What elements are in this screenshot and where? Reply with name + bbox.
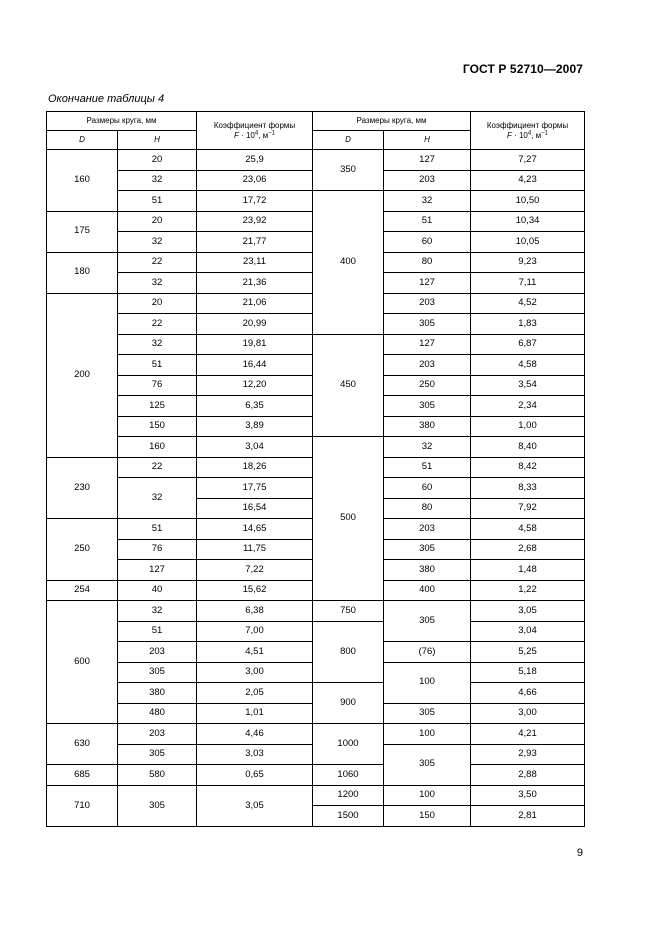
left-H: 127: [118, 560, 197, 581]
right-coef: 1,48: [471, 560, 585, 581]
right-H: 305: [384, 601, 471, 642]
table-row: [47, 150, 585, 171]
left-D: 685: [47, 765, 118, 786]
left-coef: 21,77: [197, 232, 313, 253]
left-H: 22: [118, 252, 197, 273]
left-H: 203: [118, 724, 197, 745]
left-D: 230: [47, 457, 118, 519]
right-coef: 2,34: [471, 396, 585, 417]
right-D: 1200: [313, 785, 384, 806]
left-coef: 3,04: [197, 437, 313, 458]
left-H: 32: [118, 170, 197, 191]
right-coef: 8,40: [471, 437, 585, 458]
left-coef: 25,9: [197, 150, 313, 171]
coef-header-unit: , м: [531, 130, 542, 140]
right-coef: 5,18: [471, 662, 585, 683]
left-H: 32: [118, 334, 197, 355]
right-coef: 3,05: [471, 601, 585, 622]
left-H: 32: [118, 273, 197, 294]
col-D-left: D: [47, 131, 118, 150]
right-H: 380: [384, 416, 471, 437]
left-coef: 2,05: [197, 683, 313, 704]
right-D: 1500: [313, 806, 384, 827]
right-H: 60: [384, 232, 471, 253]
left-H: 203: [118, 642, 197, 663]
col-H-left: H: [118, 131, 197, 150]
right-coef: 4,21: [471, 724, 585, 745]
right-H: 100: [384, 662, 471, 703]
left-coef: 0,65: [197, 765, 313, 786]
left-coef: 21,36: [197, 273, 313, 294]
right-H: 305: [384, 314, 471, 335]
coef-header-F: F: [506, 130, 512, 140]
right-H: 305: [384, 744, 471, 785]
left-H: 51: [118, 621, 197, 642]
right-coef: 8,33: [471, 478, 585, 499]
sizes-header-right: Размеры круга, мм: [313, 112, 471, 131]
table-row: [47, 601, 585, 622]
right-coef: 2,93: [471, 744, 585, 765]
right-coef: 1,00: [471, 416, 585, 437]
table-caption: Окончание таблицы 4: [48, 93, 165, 105]
right-coef: 2,68: [471, 539, 585, 560]
right-H: 127: [384, 150, 471, 171]
table-row: [47, 765, 585, 786]
left-coef: 4,51: [197, 642, 313, 663]
left-H: 150: [118, 416, 197, 437]
right-H: 60: [384, 478, 471, 499]
col-D-right: D: [313, 131, 384, 150]
left-H: 20: [118, 150, 197, 171]
right-H: (76): [384, 642, 471, 663]
coef-header-dot: · 10: [511, 130, 528, 140]
table-row: [47, 683, 585, 704]
coef-header-line1: Коэффициент формы: [486, 120, 569, 130]
left-coef: 16,44: [197, 355, 313, 376]
right-H: 32: [384, 191, 471, 212]
table-row: [47, 724, 585, 745]
left-D: 710: [47, 785, 118, 827]
right-H: 305: [384, 539, 471, 560]
right-H: 80: [384, 252, 471, 273]
table-row: [47, 334, 585, 355]
left-coef: 14,65: [197, 519, 313, 540]
left-H: 40: [118, 580, 197, 601]
table-row: [47, 437, 585, 458]
table-row: [47, 191, 585, 212]
left-D: 160: [47, 150, 118, 212]
right-coef: 3,04: [471, 621, 585, 642]
right-H: 100: [384, 724, 471, 745]
left-coef: 3,00: [197, 662, 313, 683]
right-H: 51: [384, 211, 471, 232]
left-H: 125: [118, 396, 197, 417]
right-H: 203: [384, 519, 471, 540]
right-coef: 4,58: [471, 355, 585, 376]
left-coef: 6,35: [197, 396, 313, 417]
right-H: 305: [384, 396, 471, 417]
page-number: 9: [576, 847, 583, 859]
left-H: 160: [118, 437, 197, 458]
right-H: 100: [384, 785, 471, 806]
right-coef: 5,25: [471, 642, 585, 663]
right-D: 450: [313, 334, 384, 437]
right-coef: 4,23: [471, 170, 585, 191]
left-D: 600: [47, 601, 118, 724]
coef-header-line1: Коэффициент формы: [213, 120, 296, 130]
coef-header-exp: 4: [254, 129, 259, 136]
left-coef: 21,06: [197, 293, 313, 314]
left-D: 630: [47, 724, 118, 765]
coef-header-left: [197, 112, 313, 150]
left-H: 305: [118, 744, 197, 765]
shape-coefficient-table: [46, 111, 585, 827]
right-H: 380: [384, 560, 471, 581]
left-H: 22: [118, 457, 197, 478]
left-H: 580: [118, 765, 197, 786]
left-coef: 20,99: [197, 314, 313, 335]
right-coef: 9,23: [471, 252, 585, 273]
left-H: 20: [118, 211, 197, 232]
coef-header-right: [471, 112, 585, 150]
left-H: 51: [118, 191, 197, 212]
coef-header-F: F: [233, 130, 239, 140]
right-D: 750: [313, 601, 384, 622]
left-coef: 11,75: [197, 539, 313, 560]
right-coef: 6,87: [471, 334, 585, 355]
left-coef: 7,22: [197, 560, 313, 581]
coef-header-exp: 4: [527, 129, 532, 136]
right-coef: 3,54: [471, 375, 585, 396]
left-H: 380: [118, 683, 197, 704]
right-coef: 3,50: [471, 785, 585, 806]
left-H: 480: [118, 703, 197, 724]
left-coef: 19,81: [197, 334, 313, 355]
right-coef: 10,05: [471, 232, 585, 253]
left-H: 76: [118, 539, 197, 560]
right-D: 800: [313, 621, 384, 683]
coef-header-dot: · 10: [238, 130, 255, 140]
right-coef: 1,83: [471, 314, 585, 335]
right-H: 51: [384, 457, 471, 478]
left-D: 254: [47, 580, 118, 601]
table-row: [47, 785, 585, 806]
col-H-right: H: [384, 131, 471, 150]
right-coef: 8,42: [471, 457, 585, 478]
left-H: 76: [118, 375, 197, 396]
left-D: 175: [47, 211, 118, 252]
right-H: 203: [384, 355, 471, 376]
left-H: 22: [118, 314, 197, 335]
right-D: 1060: [313, 765, 384, 786]
right-H: 305: [384, 703, 471, 724]
left-coef: 17,75: [197, 478, 313, 499]
left-H: 32: [118, 232, 197, 253]
coef-header-unit-exp: −1: [541, 129, 549, 136]
right-coef: 7,27: [471, 150, 585, 171]
right-coef: 10,34: [471, 211, 585, 232]
document-code: ГОСТ Р 52710—2007: [462, 62, 583, 76]
left-H: 305: [118, 662, 197, 683]
left-H: 32: [118, 478, 197, 519]
right-coef: 1,22: [471, 580, 585, 601]
right-D: 500: [313, 437, 384, 601]
right-H: 80: [384, 498, 471, 519]
left-coef: 1,01: [197, 703, 313, 724]
right-H: 127: [384, 334, 471, 355]
left-D: 200: [47, 293, 118, 457]
left-coef: 4,46: [197, 724, 313, 745]
left-coef: 17,72: [197, 191, 313, 212]
left-H: 20: [118, 293, 197, 314]
right-coef: 2,81: [471, 806, 585, 827]
left-coef: 7,00: [197, 621, 313, 642]
coef-header-unit: , м: [258, 130, 269, 140]
right-H: 150: [384, 806, 471, 827]
right-coef: 4,66: [471, 683, 585, 704]
left-coef: 18,26: [197, 457, 313, 478]
right-coef: 2,88: [471, 765, 585, 786]
right-H: 32: [384, 437, 471, 458]
left-D: 250: [47, 519, 118, 581]
left-coef: 15,62: [197, 580, 313, 601]
right-H: 203: [384, 293, 471, 314]
left-coef: 12,20: [197, 375, 313, 396]
left-coef: 3,03: [197, 744, 313, 765]
right-H: 127: [384, 273, 471, 294]
right-D: 900: [313, 683, 384, 724]
right-D: 400: [313, 191, 384, 335]
right-coef: 10,50: [471, 191, 585, 212]
coef-header-unit-exp: −1: [268, 129, 276, 136]
left-H: 51: [118, 355, 197, 376]
left-H: 305: [118, 785, 197, 827]
right-D: 1000: [313, 724, 384, 765]
left-coef: 23,92: [197, 211, 313, 232]
right-H: 203: [384, 170, 471, 191]
table-row: [47, 621, 585, 642]
right-coef: 4,58: [471, 519, 585, 540]
right-H: 400: [384, 580, 471, 601]
left-coef: 23,11: [197, 252, 313, 273]
left-coef: 16,54: [197, 498, 313, 519]
left-coef: 23,06: [197, 170, 313, 191]
right-coef: 7,11: [471, 273, 585, 294]
sizes-header-left: Размеры круга, мм: [47, 112, 197, 131]
left-coef: 6,38: [197, 601, 313, 622]
left-H: 51: [118, 519, 197, 540]
right-coef: 7,92: [471, 498, 585, 519]
left-coef: 3,05: [197, 785, 313, 827]
left-D: 180: [47, 252, 118, 293]
right-H: 250: [384, 375, 471, 396]
right-coef: 3,00: [471, 703, 585, 724]
right-D: 350: [313, 150, 384, 191]
right-coef: 4,52: [471, 293, 585, 314]
left-coef: 3,89: [197, 416, 313, 437]
left-H: 32: [118, 601, 197, 622]
